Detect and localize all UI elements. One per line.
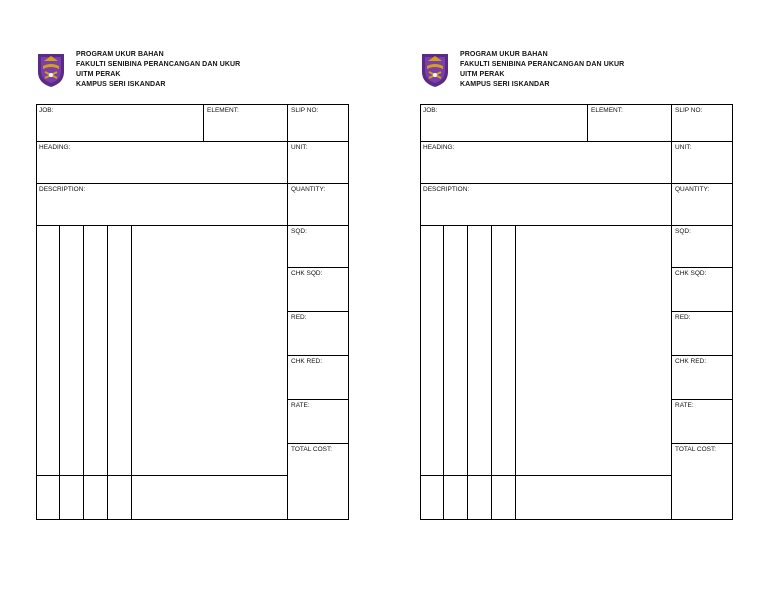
chk-sqd-label: CHK SQD:	[291, 270, 323, 277]
job-label: JOB:	[423, 107, 438, 114]
faculty-name: FAKULTI SENIBINA PERANCANGAN DAN UKUR	[460, 61, 625, 68]
chk-red-label: CHK RED:	[675, 358, 707, 365]
campus-name: KAMPUS SERI ISKANDAR	[76, 81, 166, 88]
campus-name: KAMPUS SERI ISKANDAR	[460, 81, 550, 88]
taking-off-sheet-left	[36, 48, 348, 520]
heading-label: HEADING:	[423, 144, 455, 151]
red-label: RED:	[675, 314, 691, 321]
red-label: RED:	[291, 314, 307, 321]
total-cost-label: TOTAL COST:	[675, 446, 717, 453]
description-label: DESCRIPTION:	[423, 186, 470, 193]
job-label: JOB:	[39, 107, 54, 114]
rate-label: RATE:	[291, 402, 310, 409]
unit-label: UNIT:	[675, 144, 692, 151]
heading-label: HEADING:	[39, 144, 71, 151]
total-cost-label: TOTAL COST:	[291, 446, 333, 453]
taking-off-sheet-right	[420, 48, 732, 520]
university-name: UITM PERAK	[76, 71, 121, 78]
uitm-crest-icon	[420, 52, 450, 88]
unit-label: UNIT:	[291, 144, 308, 151]
program-name: PROGRAM UKUR BAHAN	[460, 51, 548, 58]
element-label: ELEMENT:	[591, 107, 623, 114]
quantity-label: QUANTITY:	[675, 186, 710, 193]
dimension-form	[420, 104, 733, 520]
program-name: PROGRAM UKUR BAHAN	[76, 51, 164, 58]
rate-label: RATE:	[675, 402, 694, 409]
slip-no-label: SLIP NO:	[675, 107, 703, 114]
chk-sqd-label: CHK SQD:	[675, 270, 707, 277]
chk-red-label: CHK RED:	[291, 358, 323, 365]
sheet-header	[420, 48, 732, 96]
sqd-label: SQD:	[291, 228, 307, 235]
university-name: UITM PERAK	[460, 71, 505, 78]
sheet-header	[36, 48, 348, 96]
sqd-label: SQD:	[675, 228, 691, 235]
element-label: ELEMENT:	[207, 107, 239, 114]
description-label: DESCRIPTION:	[39, 186, 86, 193]
faculty-name: FAKULTI SENIBINA PERANCANGAN DAN UKUR	[76, 61, 241, 68]
uitm-crest-icon	[36, 52, 66, 88]
institution-name-block	[460, 50, 624, 90]
quantity-label: QUANTITY:	[291, 186, 326, 193]
dimension-form	[36, 104, 349, 520]
slip-no-label: SLIP NO:	[291, 107, 319, 114]
institution-name-block	[76, 50, 240, 90]
